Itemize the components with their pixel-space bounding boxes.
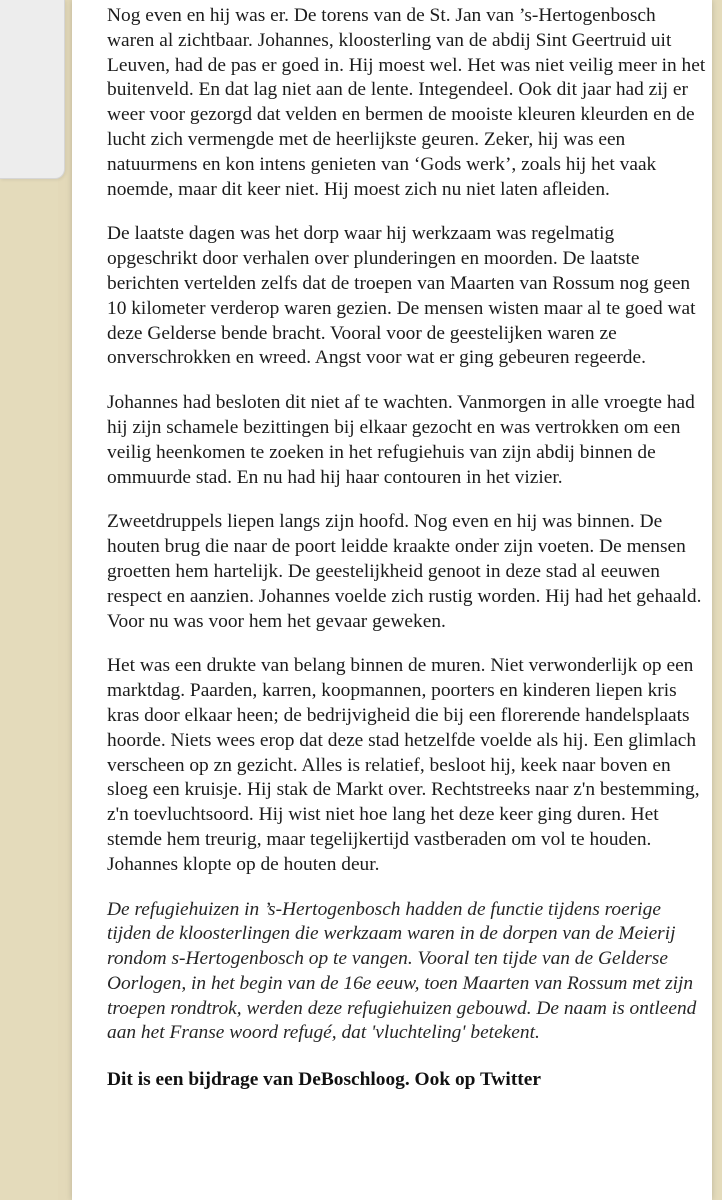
article-page bbox=[72, 0, 712, 1200]
paragraph-1: Nog even en hij was er. De torens van de St. Jan van ’s-Hertogenbosch waren al zichtbaar. Johannes, kloosterling van de abdij Sint Geertruid uit Leuven, had de pas er goed in. Hij moest wel. Het was niet veilig meer in het buitenveld. En dat lag niet aan de lente. Integendeel. Ook dit jaar had zij er weer voor gezorgd dat velden en bermen de mooiste kleuren kleurden en de lucht zich vermengde met de heerlijkste geuren. Zeker, hij was een natuurmens en kon intens genieten van ‘Gods werk’, zoals hij het vaak noemde, maar dit keer niet. Hij moest zich nu niet laten afleiden. bbox=[107, 5, 706, 200]
paragraph-4: Zweetdruppels liepen langs zijn hoofd. Nog even en hij was binnen. De houten brug die naar de poort leidde kraakte onder zijn voeten. De mensen groetten hem hartelijk. De geestelijkheid genoot in deze stad al eeuwen respect en aanzien. Johannes voelde zich rustig worden. Hij had het gehaald. Voor nu was voor hem het gevaar geweken. bbox=[107, 511, 702, 632]
historical-note: De refugiehuizen in ’s-Hertogenbosch hadden de functie tijdens roerige tijden de kloosterlingen die werkzaam waren in de dorpen van de Meierij rondom s-Hertogenbosch op te vangen. Vooral ten tijde van de Gelderse Oorlogen, in het begin van de 16e eeuw, toen Maarten van Rossum met zijn troepen rondtrok, werden deze refugiehuizen gebouwd. De naam is ontleend aan het Franse woord refugé, dat 'vluchteling' betekent. bbox=[107, 898, 697, 1044]
article-body bbox=[107, 4, 707, 1093]
paragraph-2: De laatste dagen was het dorp waar hij werkzaam was regelmatig opgeschrikt door verhalen over plunderingen en moorden. De laatste berichten vertelden zelfs dat de troepen van Maarten van Rossum nog geen 10 kilometer verderop waren gezien. De mensen wisten maar al te goed wat deze Gelderse bende bracht. Vooral voor de geestelijken waren ze onverschrokken en wreed. Angst voor wat er ging gebeuren regeerde. bbox=[107, 223, 696, 369]
background-right bbox=[712, 0, 722, 1200]
paragraph-3: Johannes had besloten dit niet af te wachten. Vanmorgen in alle vroegte had hij zijn schamele bezittingen bij elkaar gezocht en was vertrokken om een veilig heenkomen te zoeken in het refugiehuis van zijn abdij binnen de ommuurde stad. En nu had hij haar contouren in het vizier. bbox=[107, 392, 695, 488]
paragraph-5: Het was een drukte van belang binnen de muren. Niet verwonderlijk op een marktdag. Paarden, karren, koopmannen, poorters en kinderen liepen kris kras door elkaar heen; de bedrijvigheid die bij een florerende handelsplaats hoorde. Niets wees erop dat deze stad hetzelfde voelde als hij. Een glimlach verscheen op zn gezicht. Alles is relatief, besloot hij, keek naar boven en sloeg een kruisje. Hij stak de Markt over. Rechtstreeks naar z'n bestemming, z'n toevluchtsoord. Hij wist niet hoe lang het deze keer ging duren. Het stemde hem treurig, maar tegelijkertijd vastberaden om vol te houden. Johannes klopte op de houten deur. bbox=[107, 655, 700, 875]
contribution-credit: Dit is een bijdrage van DeBoschloog. Ook op Twitter bbox=[107, 1069, 541, 1091]
background-left bbox=[0, 0, 58, 1200]
side-panel bbox=[0, 0, 65, 179]
